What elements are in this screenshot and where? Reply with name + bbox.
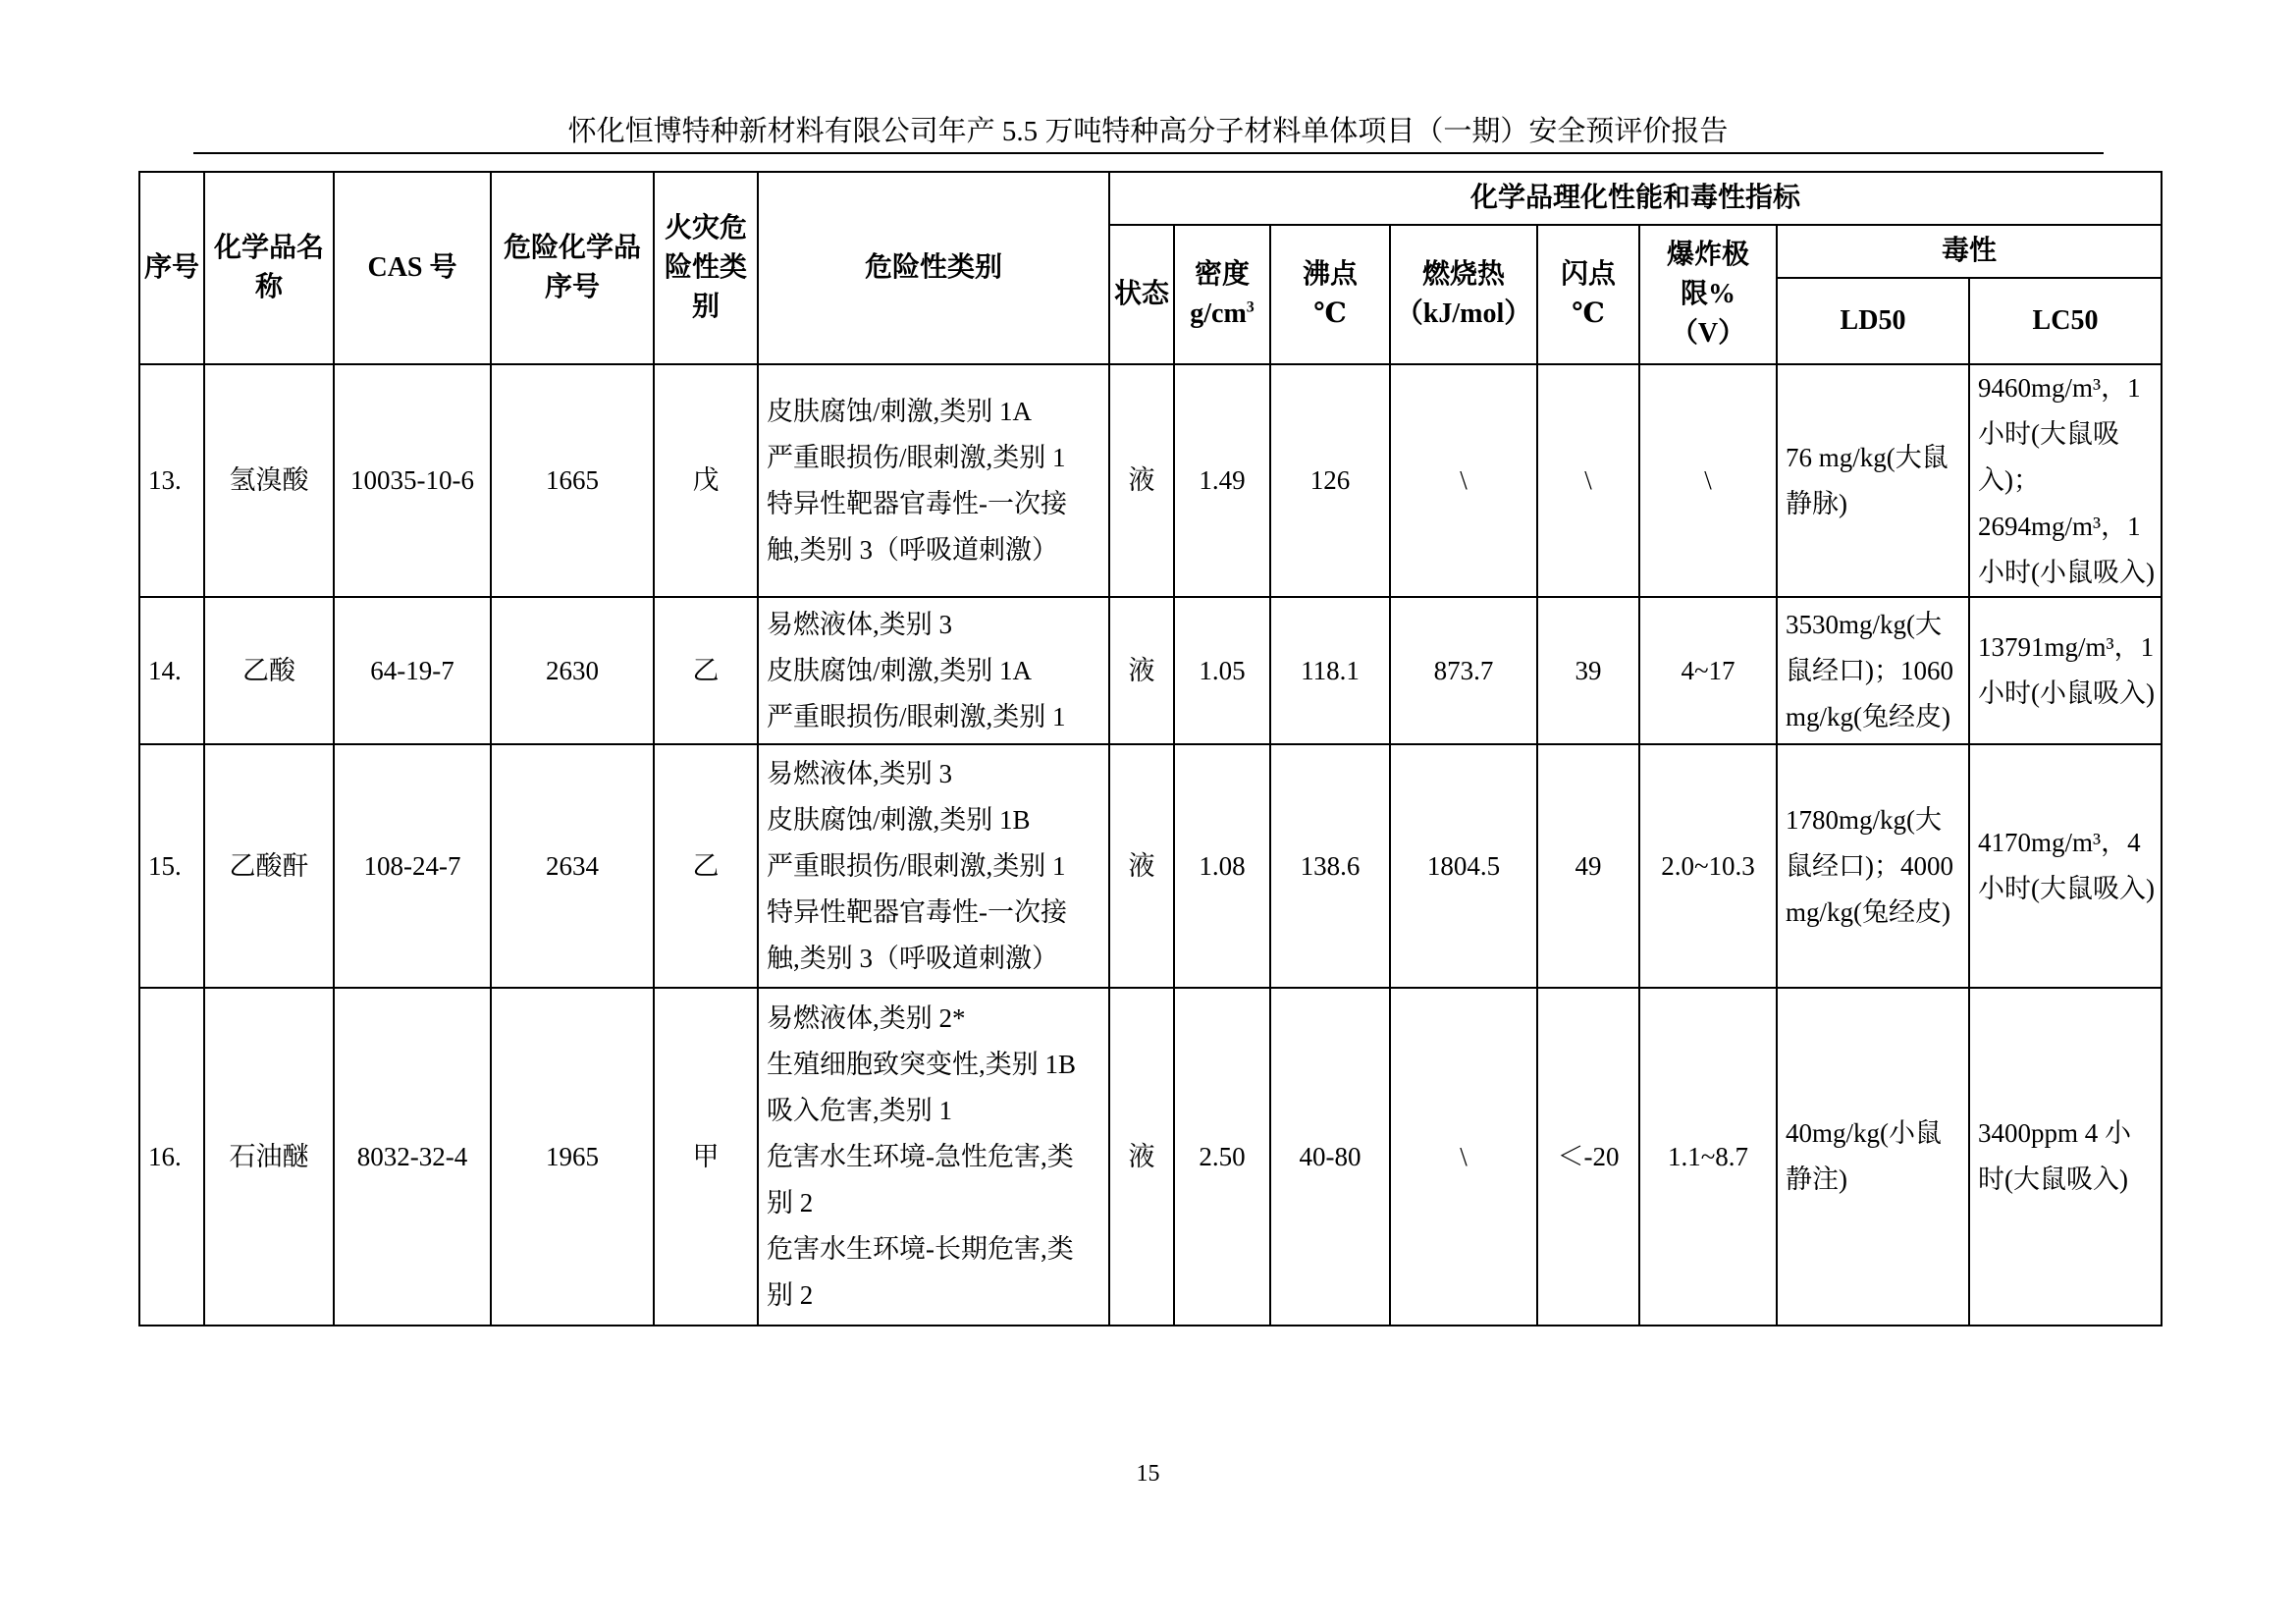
cell-fire-class: 乙 [654, 744, 758, 988]
header-flash [1537, 225, 1639, 364]
cell-density: 1.08 [1174, 744, 1270, 988]
cell-state: 液 [1109, 597, 1174, 744]
cell-name: 乙酸酐 [204, 744, 334, 988]
hazard-category-line: 危害水生环境-急性危害,类 [767, 1141, 1074, 1171]
cell-ld50: 76 mg/kg(大鼠静脉) [1777, 364, 1969, 597]
cell-explosion: \ [1639, 364, 1777, 597]
cell-density: 1.49 [1174, 364, 1270, 597]
header-density-unit: g/cm [1190, 298, 1247, 329]
cell-fire-class: 戊 [654, 364, 758, 597]
cell-boiling: 40-80 [1270, 988, 1390, 1326]
header-properties-group: 化学品理化性能和毒性指标 [1109, 172, 2162, 225]
cell-ld50: 40mg/kg(小鼠静注) [1777, 988, 1969, 1326]
header-hazard-no: 危险化学品序号 [491, 172, 654, 364]
cell-combustion: \ [1390, 988, 1537, 1326]
header-toxicity: 毒性 [1777, 225, 2162, 278]
chemical-property-table [138, 171, 2163, 1326]
cell-seq: 16. [139, 988, 204, 1326]
header-state: 状态 [1109, 225, 1174, 364]
hazard-category-line: 严重眼损伤/眼刺激,类别 1 [767, 442, 1066, 472]
header-boiling [1270, 225, 1390, 364]
table-row [139, 744, 2162, 988]
cell-flash: 39 [1537, 597, 1639, 744]
cell-state: 液 [1109, 988, 1174, 1326]
cell-density: 1.05 [1174, 597, 1270, 744]
table-row [139, 988, 2162, 1326]
cell-boiling: 138.6 [1270, 744, 1390, 988]
header-combustion-unit: （kJ/mol） [1395, 298, 1532, 329]
header-density [1174, 225, 1270, 364]
cell-flash: 49 [1537, 744, 1639, 988]
header-fire-class: 火灾危险性类别 [654, 172, 758, 364]
cell-hazard-no: 1665 [491, 364, 654, 597]
hazard-category-line: 特异性靶器官毒性-一次接 [767, 896, 1067, 927]
cell-state: 液 [1109, 364, 1174, 597]
cell-flash: \ [1537, 364, 1639, 597]
cell-ld50: 1780mg/kg(大鼠经口)；4000 mg/kg(兔经皮) [1777, 744, 1969, 988]
cell-name: 石油醚 [204, 988, 334, 1326]
cell-state: 液 [1109, 744, 1174, 988]
cell-name: 乙酸 [204, 597, 334, 744]
header-density-label: 密度 [1194, 259, 1250, 290]
cell-boiling: 126 [1270, 364, 1390, 597]
cell-hazard-category [758, 364, 1109, 597]
header-ld50: LD50 [1777, 278, 1969, 364]
header-cas: CAS 号 [334, 172, 491, 364]
header-combustion [1390, 225, 1537, 364]
header-seq: 序号 [139, 172, 204, 364]
hazard-category-line: 易燃液体,类别 3 [767, 609, 952, 639]
table-row [139, 597, 2162, 744]
cell-cas: 64-19-7 [334, 597, 491, 744]
cell-explosion: 2.0~10.3 [1639, 744, 1777, 988]
header-rule [193, 152, 2104, 154]
cell-lc50: 3400ppm 4 小时(大鼠吸入) [1969, 988, 2162, 1326]
hazard-category-line: 别 2 [767, 1187, 814, 1218]
table-body [139, 364, 2162, 1326]
cell-lc50: 9460mg/m³，1 小时(大鼠吸入)；2694mg/m³，1 小时(小鼠吸入) [1969, 364, 2162, 597]
page-number: 15 [1136, 1461, 1160, 1487]
hazard-category-line: 危害水生环境-长期危害,类 [767, 1233, 1074, 1264]
hazard-category-line: 易燃液体,类别 3 [767, 758, 952, 788]
cell-seq: 13. [139, 364, 204, 597]
cell-cas: 108-24-7 [334, 744, 491, 988]
hazard-category-line: 触,类别 3（呼吸道刺激） [767, 534, 1058, 565]
cell-hazard-no: 1965 [491, 988, 654, 1326]
report-header-title: 怀化恒博特种新材料有限公司年产 5.5 万吨特种高分子材料单体项目（一期）安全预评价报告 [567, 116, 1729, 147]
hazard-category-line: 严重眼损伤/眼刺激,类别 1 [767, 701, 1066, 731]
cell-fire-class: 乙 [654, 597, 758, 744]
cell-flash: ＜-20 [1537, 988, 1639, 1326]
table-row [139, 364, 2162, 597]
cell-combustion: 873.7 [1390, 597, 1537, 744]
header-name: 化学品名称 [204, 172, 334, 364]
hazard-category-line: 吸入危害,类别 1 [767, 1095, 952, 1125]
header-explosion-label: 爆炸极限% [1666, 240, 1749, 309]
header-lc50: LC50 [1969, 278, 2162, 364]
hazard-category-line: 生殖细胞致突变性,类别 1B [767, 1049, 1077, 1079]
cell-hazard-no: 2630 [491, 597, 654, 744]
hazard-category-line: 特异性靶器官毒性-一次接 [767, 488, 1067, 518]
hazard-category-line: 别 2 [767, 1279, 814, 1310]
cell-explosion: 1.1~8.7 [1639, 988, 1777, 1326]
cell-cas: 8032-32-4 [334, 988, 491, 1326]
header-hazard-category: 危险性类别 [758, 172, 1109, 364]
cell-lc50: 4170mg/m³，4 小时(大鼠吸入) [1969, 744, 2162, 988]
cell-hazard-no: 2634 [491, 744, 654, 988]
header-flash-unit: ℃ [1572, 298, 1605, 329]
cell-seq: 15. [139, 744, 204, 988]
header-flash-label: 闪点 [1560, 259, 1616, 290]
cell-lc50: 13791mg/m³，1 小时(小鼠吸入) [1969, 597, 2162, 744]
header-explosion-unit: （V） [1670, 318, 1746, 349]
cell-combustion: 1804.5 [1390, 744, 1537, 988]
header-boiling-unit: ℃ [1313, 298, 1347, 329]
cell-hazard-category [758, 597, 1109, 744]
cell-boiling: 118.1 [1270, 597, 1390, 744]
cell-density: 2.50 [1174, 988, 1270, 1326]
header-combustion-label: 燃烧热 [1421, 259, 1505, 290]
header-boiling-label: 沸点 [1302, 259, 1358, 290]
hazard-category-line: 易燃液体,类别 2* [767, 1002, 966, 1033]
cell-fire-class: 甲 [654, 988, 758, 1326]
cell-hazard-category [758, 988, 1109, 1326]
cell-explosion: 4~17 [1639, 597, 1777, 744]
hazard-category-line: 严重眼损伤/眼刺激,类别 1 [767, 850, 1066, 881]
hazard-category-line: 皮肤腐蚀/刺激,类别 1A [767, 396, 1032, 426]
hazard-category-line: 皮肤腐蚀/刺激,类别 1A [767, 655, 1032, 685]
cell-hazard-category [758, 744, 1109, 988]
hazard-category-line: 触,类别 3（呼吸道刺激） [767, 943, 1058, 973]
cell-combustion: \ [1390, 364, 1537, 597]
cell-ld50: 3530mg/kg(大鼠经口)；1060 mg/kg(兔经皮) [1777, 597, 1969, 744]
cell-name: 氢溴酸 [204, 364, 334, 597]
hazard-category-line: 皮肤腐蚀/刺激,类别 1B [767, 804, 1031, 835]
header-density-unit-exp: 3 [1246, 298, 1255, 316]
cell-cas: 10035-10-6 [334, 364, 491, 597]
header-explosion [1639, 225, 1777, 364]
cell-seq: 14. [139, 597, 204, 744]
